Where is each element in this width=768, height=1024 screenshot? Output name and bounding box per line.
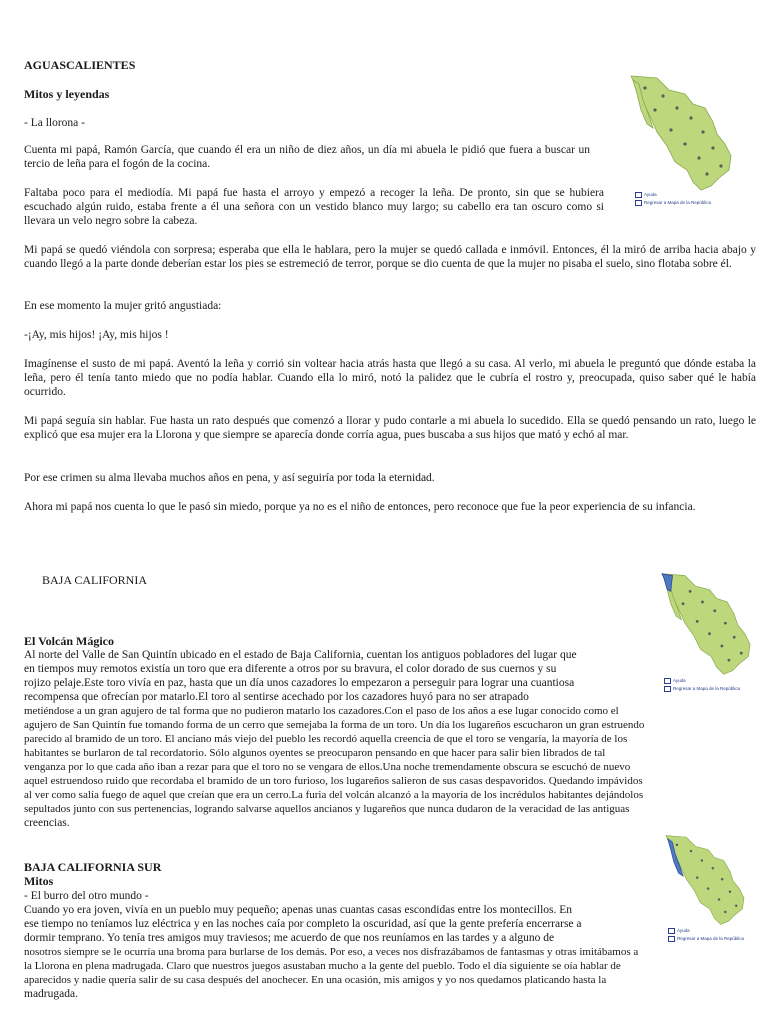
section-heading-baja-california: BAJA CALIFORNIA: [42, 573, 148, 587]
paragraph: Mi papá se quedó viéndola con sorpresa; esperaba que ella le hablara, pero la mujer se quedó callada e inmóvil. Entonces, él la miró de arriba hacia abajo y cuando llegó a la parte donde deberían estar los pies se estremeció de terror, porque se dio cuenta de que la mujer no pisaba el suelo, sino flotaba sobre él.: [24, 244, 756, 270]
map-back-link[interactable]: Regresar a Mapa de la República: [664, 686, 740, 692]
text-line: aparecidos y nadie quería salir de su casa después del anochecer. En una ocasión, mis amigos y yo nos quedamos platicando hasta la: [24, 974, 607, 986]
paragraph: Cuenta mi papá, Ramón García, que cuando él era un niño de diez años, un día mi abuela le pidió que fuera a buscar un tercio de leña para el fogón de la cocina.: [24, 144, 590, 170]
paragraph: Ahora mi papá nos cuenta lo que le pasó sin miedo, porque ya no es el niño de entonces, pero reconoce que fue la peor experiencia de su infancia.: [24, 501, 696, 513]
back-icon: [668, 936, 675, 942]
section-subheading-el-volcan-magico: El Volcán Mágico: [24, 634, 115, 648]
paragraph: Por ese crimen su alma llevaba muchos años en pena, y así seguiría por toda la eternidad.: [24, 472, 435, 484]
paragraph: -¡Ay, mis hijos! ¡Ay, mis hijos !: [24, 329, 169, 341]
paragraph: Mi papá seguía sin hablar. Fue hasta un rato después que comenzó a llorar y pudo contarle a mi abuela lo sucedido. Ella se quedó pensando un rato, luego le explicó que esa mujer era la Llorona y que siempre se aparecía donde corría agua, pues buscaba a sus hijos que mató y echó al mar.: [24, 415, 756, 441]
text-line: la Llorona en plena madrugada. Claro que nuestros juegos asustaban mucho a la gente del pueblo. Todo el día siguiente se oía hablar de: [24, 960, 621, 972]
text-line: Cuando yo era joven, vivía en un pueblo muy pequeño; apenas unas cuantas casas escondidas entre los montecillos. En: [24, 904, 573, 916]
back-icon: [635, 200, 642, 206]
mexico-map-image[interactable]: [627, 74, 735, 214]
map-back-link[interactable]: Regresar a Mapa de la República: [668, 936, 744, 942]
mexico-map-icon: [627, 74, 735, 192]
map-help-link[interactable]: Ayuda: [668, 928, 690, 934]
paragraph: Faltaba poco para el mediodía. Mi papá fue hasta el arroyo y empezó a recoger la leña. De pronto, sin que se hubiera escuchado algún ruido, estaba frente a él una señora con un vestido blanco muy largo; su cabello era tan oscuro como si llevara un velo negro sobre la cabeza.: [24, 187, 604, 227]
baja-california-story: [24, 648, 748, 830]
story-title-la-llorona: - La llorona -: [24, 117, 85, 129]
paragraph: En ese momento la mujer gritó angustiada:: [24, 300, 222, 312]
text-line: parecido al bramido de un toro. El anciano más viejo del pueblo les recordó aquella creencia de que el toro se vengaría, la mayoría de los: [24, 733, 628, 745]
text-line: al ver como salía fuego de aquel que creían que era un cerro.La furia del volcán alcanzó a la mayoría de los incrédulos habitantes dejándolos: [24, 789, 644, 801]
help-icon: [635, 192, 642, 198]
map-back-link[interactable]: Regresar a Mapa de la República: [635, 200, 711, 206]
text-line: Al norte del Valle de San Quintín ubicado en el estado de Baja California, cuentan los antiguos pobladores del lugar que: [24, 649, 577, 661]
section-heading-aguascalientes: AGUASCALIENTES: [24, 58, 136, 72]
mexico-map-icon: [656, 572, 756, 676]
text-line: nosotros siempre se le ocurría una broma para burlarse de los demás. Por eso, a veces nos disfrazábamos de fantasmas y otras imitábamos a: [24, 946, 639, 958]
help-icon: [664, 678, 671, 684]
text-line: recompensa que ofrecían por matarlo.El toro al sentirse acechado por los cazadores huyó para no ser atrapado: [24, 691, 529, 703]
text-line: agujero de San Quintín fue tomando forma de un cerro que semejaba la forma de un toro. Un día los lugareños escucharon un gran estruendo: [24, 719, 645, 731]
help-icon: [668, 928, 675, 934]
text-line: creencias.: [24, 817, 70, 829]
mexico-map-image[interactable]: [656, 572, 756, 698]
text-line: metiéndose a un gran agujero de tal forma que no pudieron matarlo los cazadores.Con el paso de los años a ese lugar conocido como el: [24, 705, 619, 717]
paragraph: Imagínense el susto de mi papá. Aventó la leña y corrió sin voltear hacia atrás hasta que llegó a su casa. Al verlo, mi abuela le preguntó que dónde estaba la leña, pero él tenía tanto miedo que no podía hablar. Cuando ella lo miró, notó la palidez que le cubría el rostro y, preocupada, quiso saber qué le había ocurrido.: [24, 358, 756, 398]
section-subheading-mitos: Mitos: [24, 874, 54, 888]
text-line: ese tiempo no teníamos luz eléctrica y en las noches caía por completo la oscuridad, así que la gente prefería encerrarse a: [24, 918, 582, 930]
text-line: madrugada.: [24, 988, 78, 1000]
map-help-link[interactable]: Ayuda: [635, 192, 657, 198]
text-line: habitantes se burlaron de tal recordatorio. Sólo algunos oyentes se preocuparon pensando en que hacer para salir bien librados de tal: [24, 747, 606, 759]
section-subheading-mitos-y-leyendas: Mitos y leyendas: [24, 87, 110, 101]
map-help-link[interactable]: Ayuda: [664, 678, 686, 684]
text-line: dormir temprano. Yo tenía tres amigos muy traviesos; me acuerdo de que nos reuníamos en las tardes y a alguno de: [24, 932, 555, 944]
mexico-map-icon: [660, 834, 750, 926]
story-title-el-burro-del-otro-mundo: - El burro del otro mundo -: [24, 890, 149, 902]
back-icon: [664, 686, 671, 692]
baja-california-sur-story: [24, 903, 748, 1001]
text-line: aquel estruendoso ruido que recordaba el bramido de un toro furioso, los lugareños salieron de sus casas despavoridos. Quedando impávidos: [24, 775, 643, 787]
text-line: en tiempos muy remotos existía un toro que era diferente a otros por su bravura, el color dorado de sus cuernos y su: [24, 663, 557, 675]
text-line: venganza por lo que cada año iban a rezar para que el toro no se vengara de ellos.Una noche tremendamente obscura se escuchó de nuevo: [24, 761, 631, 773]
mexico-map-image[interactable]: [660, 834, 756, 946]
text-line: sepultados junto con sus pertenencias, logrando salvarse aquellos ancianos y lugareños que nunca dudaron de la veracidad de las antiguas: [24, 803, 630, 815]
text-line: rojizo pelaje.Este toro vivía en paz, hasta que un día unos cazadores lo empezaron a perseguir para lograr una cuantiosa: [24, 677, 575, 689]
section-heading-baja-california-sur: BAJA CALIFORNIA SUR: [24, 860, 162, 874]
